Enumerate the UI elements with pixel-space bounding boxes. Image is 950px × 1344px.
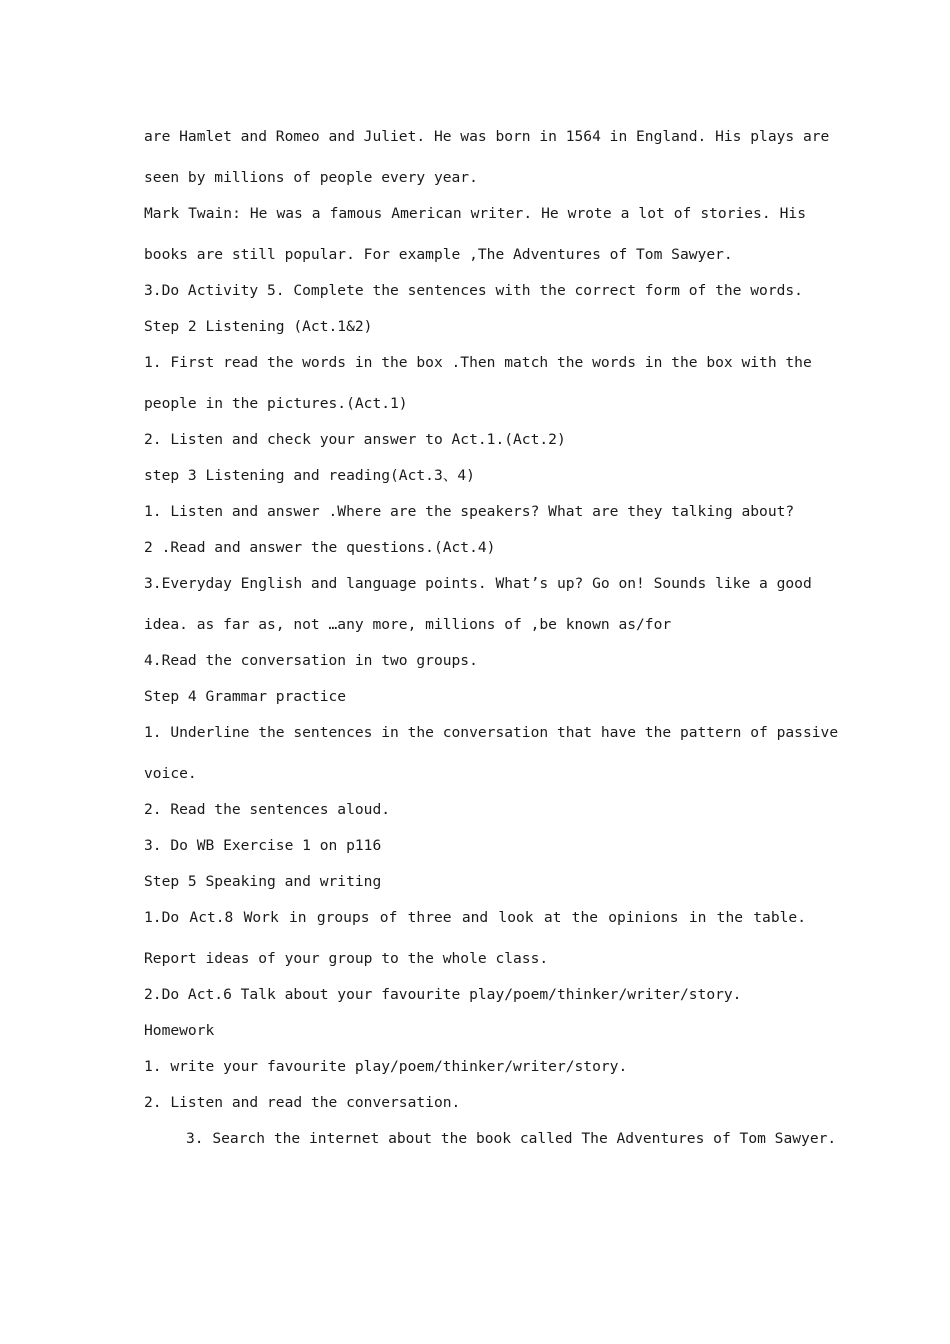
text-line: people in the pictures.(Act.1) bbox=[144, 395, 408, 412]
section-heading: Step 4 Grammar practice bbox=[144, 688, 347, 705]
text-line: 2.Do Act.6 Talk about your favourite play/poem/thinker/writer/story. bbox=[144, 986, 742, 1003]
text-line: 3. Do WB Exercise 1 on p116 bbox=[144, 837, 382, 854]
section-heading: Step 5 Speaking and writing bbox=[144, 873, 382, 890]
text-line: 2 .Read and answer the questions.(Act.4) bbox=[144, 539, 496, 556]
text-line: Mark Twain: He was a famous American writer. He wrote a lot of stories. His bbox=[144, 205, 806, 222]
text-line: 1. Listen and answer .Where are the speakers? What are they talking about? bbox=[144, 503, 795, 520]
text-line: idea. as far as, not …any more, millions of ,be known as/for bbox=[144, 616, 672, 633]
text-line: books are still popular. For example ,The Adventures of Tom Sawyer. bbox=[144, 246, 733, 263]
text-line: 1. First read the words in the box .Then match the words in the box with the bbox=[144, 354, 812, 371]
text-line: 1. Underline the sentences in the conversation that have the pattern of passive bbox=[144, 724, 839, 741]
section-heading: Homework bbox=[144, 1022, 215, 1039]
text-line: 4.Read the conversation in two groups. bbox=[144, 652, 478, 669]
text-line: seen by millions of people every year. bbox=[144, 169, 478, 186]
text-line: 1. write your favourite play/poem/thinker/writer/story. bbox=[144, 1058, 628, 1075]
text-line: voice. bbox=[144, 765, 197, 782]
text-line: are Hamlet and Romeo and Juliet. He was born in 1564 in England. His plays are bbox=[144, 128, 830, 145]
text-line: Report ideas of your group to the whole class. bbox=[144, 950, 549, 967]
text-line: 3. Search the internet about the book called The Adventures of Tom Sawyer. bbox=[186, 1130, 837, 1147]
text-line: 3.Everyday English and language points. What’s up? Go on! Sounds like a good bbox=[144, 575, 812, 592]
section-heading: step 3 Listening and reading(Act.3、4) bbox=[144, 467, 475, 484]
text-line: 2. Listen and check your answer to Act.1.(Act.2) bbox=[144, 431, 566, 448]
text-line: 2. Read the sentences aloud. bbox=[144, 801, 391, 818]
text-line: 3.Do Activity 5. Complete the sentences with the correct form of the words. bbox=[144, 282, 803, 299]
section-heading: Step 2 Listening (Act.1&2) bbox=[144, 318, 373, 335]
text-line: 1.Do Act.8 Work in groups of three and look at the opinions in the table. bbox=[144, 909, 806, 926]
text-line: 2. Listen and read the conversation. bbox=[144, 1094, 461, 1111]
